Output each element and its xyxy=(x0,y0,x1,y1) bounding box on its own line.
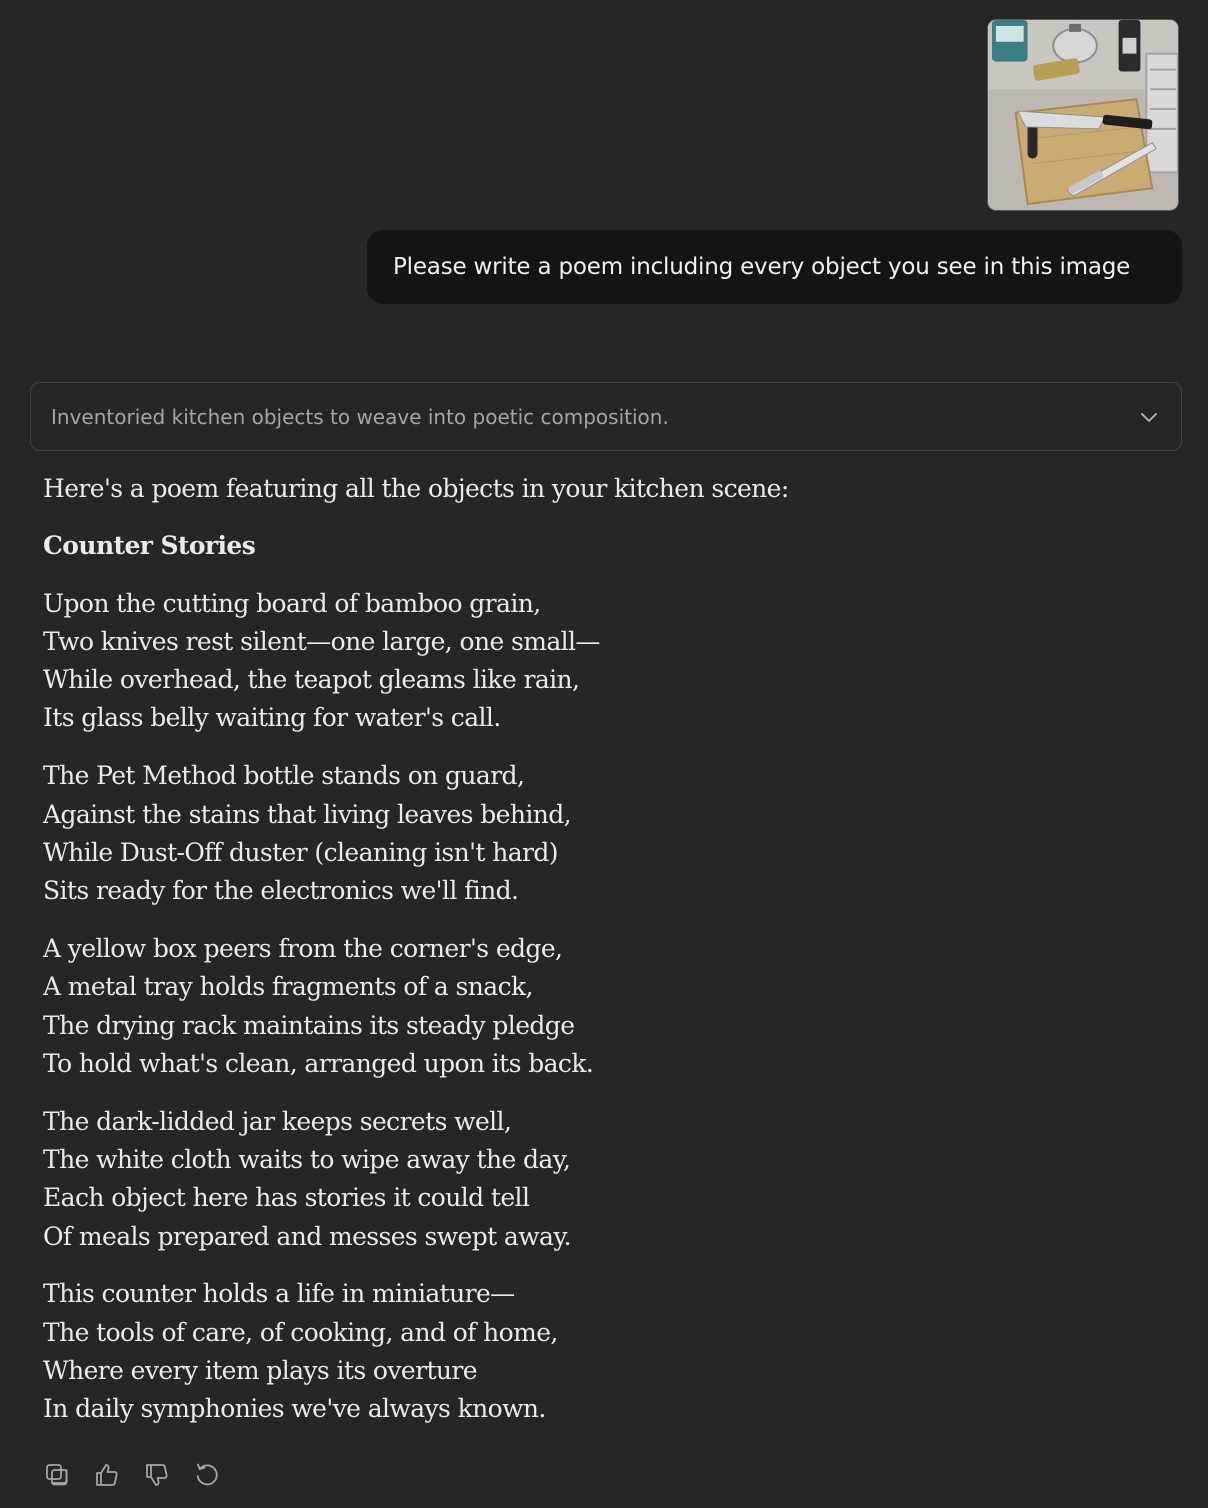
poem-stanza xyxy=(43,1103,1143,1256)
copy-button[interactable] xyxy=(42,1461,72,1489)
attached-image-thumbnail[interactable] xyxy=(987,19,1179,211)
thumbs-up-button[interactable] xyxy=(92,1461,122,1489)
retry-button[interactable] xyxy=(192,1461,222,1489)
poem-title: Counter Stories xyxy=(43,531,256,561)
poem-line: Each object here has stories it could tell xyxy=(43,1183,530,1213)
poem-line: Where every item plays its overture xyxy=(43,1355,477,1385)
user-message-bubble xyxy=(367,230,1182,304)
response-action-bar xyxy=(42,1461,222,1489)
copy-icon xyxy=(44,1462,70,1488)
response-intro: Here's a poem featuring all the objects in your kitchen scene: xyxy=(43,474,789,503)
poem-line: The Pet Method bottle stands on guard, xyxy=(43,761,525,791)
retry-icon xyxy=(194,1462,220,1488)
thumbs-down-button[interactable] xyxy=(142,1461,172,1489)
thumbs-down-icon xyxy=(144,1462,170,1488)
poem-line: The tools of care, of cooking, and of home, xyxy=(43,1317,558,1347)
poem-line: The dark-lidded jar keeps secrets well, xyxy=(43,1106,512,1136)
poem-line: Upon the cutting board of bamboo grain, xyxy=(43,588,541,618)
thinking-summary-toggle[interactable] xyxy=(30,382,1182,451)
poem-stanza xyxy=(43,757,1143,910)
poem-line: To hold what's clean, arranged upon its back. xyxy=(43,1048,594,1078)
poem-line: Against the stains that living leaves behind, xyxy=(43,799,571,829)
thumbs-up-icon xyxy=(94,1462,120,1488)
poem-line: The white cloth waits to wipe away the day, xyxy=(43,1144,571,1174)
poem-stanza xyxy=(43,930,1143,1083)
poem-line: Two knives rest silent—one large, one small— xyxy=(43,626,600,656)
poem-line: Sits ready for the electronics we'll find. xyxy=(43,876,519,906)
assistant-response xyxy=(43,470,1143,1429)
poem-line: In daily symphonies we've always known. xyxy=(43,1394,546,1424)
poem-line: A yellow box peers from the corner's edge, xyxy=(43,933,563,963)
user-message-text: Please write a poem including every object you see in this image xyxy=(393,254,1131,280)
poem-line: Of meals prepared and messes swept away. xyxy=(43,1221,571,1251)
poem-line: Its glass belly waiting for water's call. xyxy=(43,703,501,733)
poem-line: This counter holds a life in miniature— xyxy=(43,1279,515,1309)
poem-stanza xyxy=(43,1275,1143,1428)
poem-line: A metal tray holds fragments of a snack, xyxy=(43,972,533,1002)
kitchen-photo xyxy=(988,20,1178,210)
poem-stanza xyxy=(43,585,1143,738)
poem-line: The drying rack maintains its steady pledge xyxy=(43,1010,575,1040)
poem-line: While overhead, the teapot gleams like rain, xyxy=(43,665,580,695)
poem-line: While Dust-Off duster (cleaning isn't hard) xyxy=(43,837,558,867)
thinking-summary-text: Inventoried kitchen objects to weave into poetic composition. xyxy=(51,404,669,429)
chevron-down-icon xyxy=(1139,407,1159,427)
